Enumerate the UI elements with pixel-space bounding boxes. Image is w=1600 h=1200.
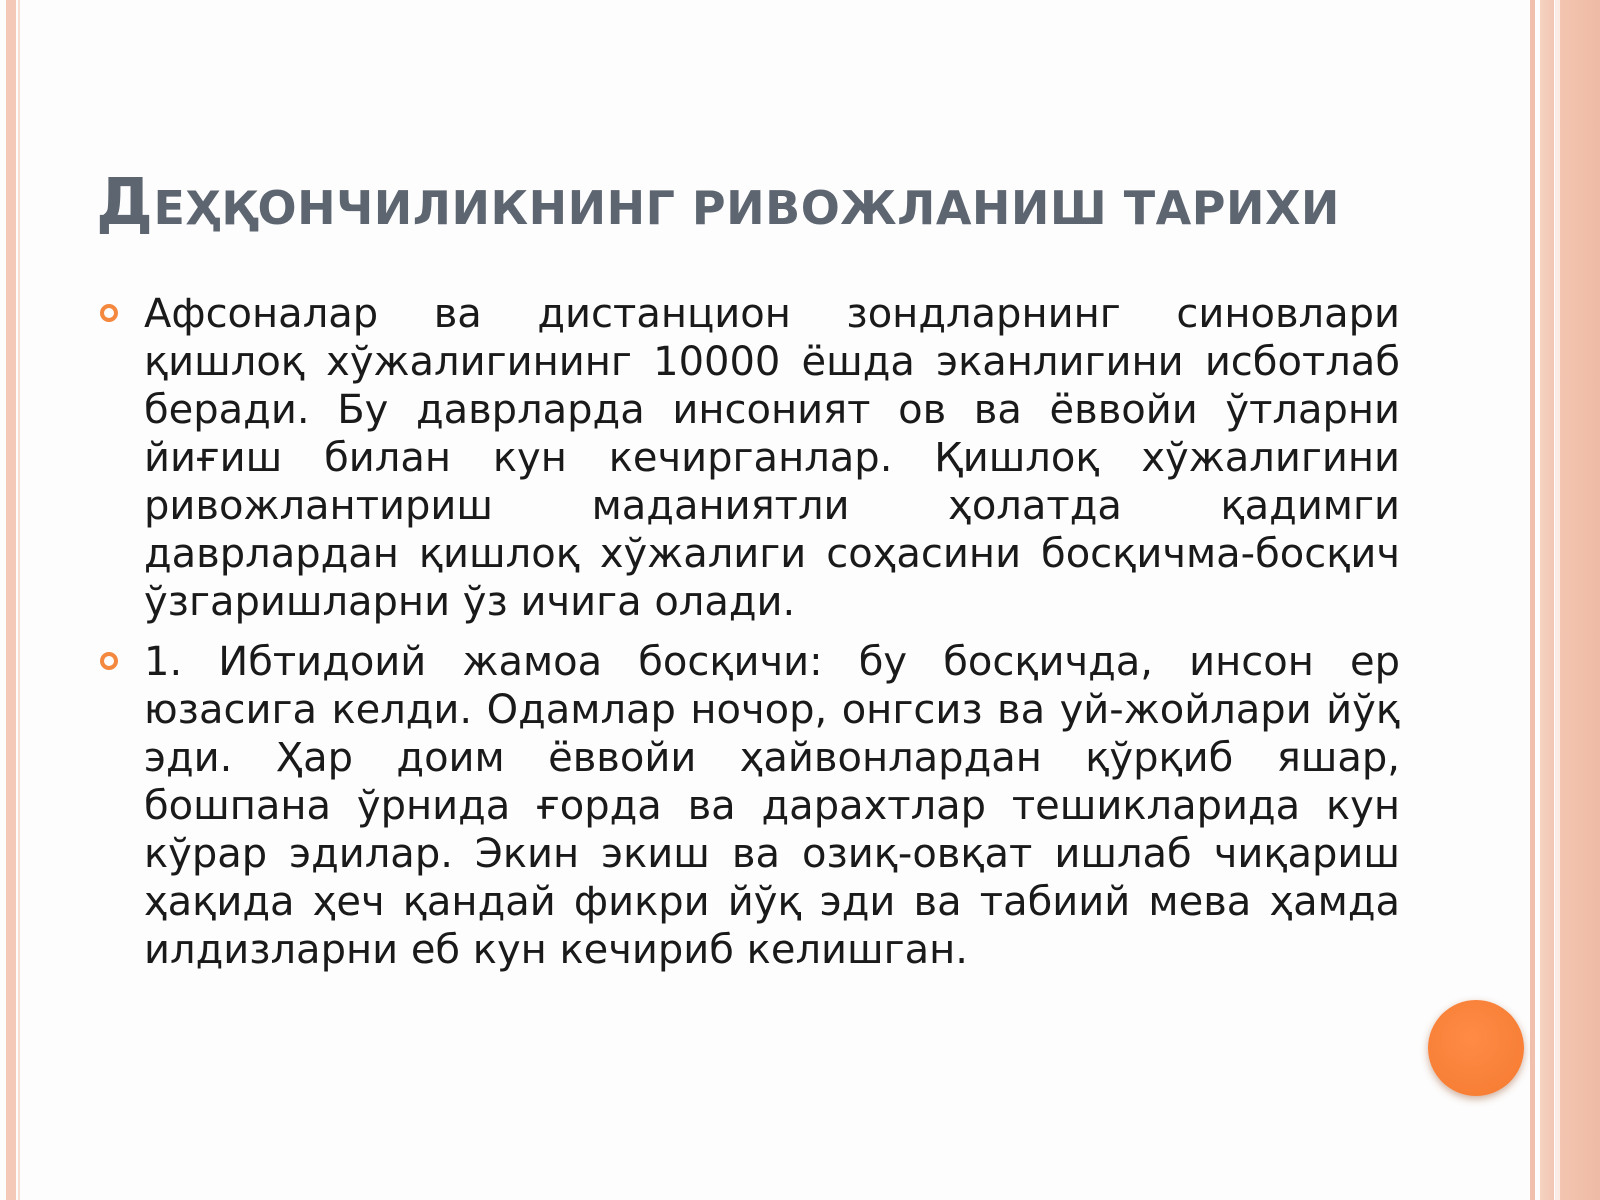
slide-body	[100, 290, 1400, 986]
right-stripe-decoration	[1560, 0, 1600, 1200]
bullet-item	[100, 290, 1400, 626]
left-border-line	[18, 0, 20, 1200]
circle-bullet-icon	[100, 304, 118, 322]
circle-bullet-icon	[100, 652, 118, 670]
slide-title	[96, 168, 1516, 243]
bullet-item	[100, 638, 1400, 974]
title-first-letter: Д	[96, 166, 154, 240]
left-border-decoration	[6, 0, 16, 1200]
bullet-text: Афсоналар ва дистанцион зондларнинг синовлари қишлоқ хўжалигининг 10000 ёшда эканлигини исботлаб беради. Бу даврларда инсоният ов ва ёввойи ўтларни йиғиш билан кун кечирганлар. Қишлоқ хўжалигини ривожлантириш маданиятли ҳолатда қадимги даврлардан қишлоқ хўжалиги соҳасини босқичма-босқич ўзгаришларни ўз ичига олади.	[144, 291, 1400, 625]
title-text: ЕҲҚОНЧИЛИКНИНГ РИВОЖЛАНИШ ТАРИХИ	[153, 181, 1340, 235]
right-stripe-decoration	[1530, 0, 1535, 1200]
bullet-text: 1. Ибтидоий жамоа босқичи: бу босқичда, инсон ер юзасига келди. Одамлар ночор, онгсиз ва уй-жойлари йўқ эди. Ҳар доим ёввойи ҳайвонлардан қўрқиб яшар, бошпана ўрнида ғорда ва дарахтлар тешикларида кун кўрар эдилар. Экин экиш ва озиқ-овқат ишлаб чиқариш ҳақида ҳеч қандай фикри йўқ эди ва табиий мева ҳамда илдизларни еб кун кечириб келишган.	[144, 639, 1400, 973]
orange-circle-decoration	[1428, 1000, 1524, 1096]
right-stripe-decoration	[1540, 0, 1554, 1200]
